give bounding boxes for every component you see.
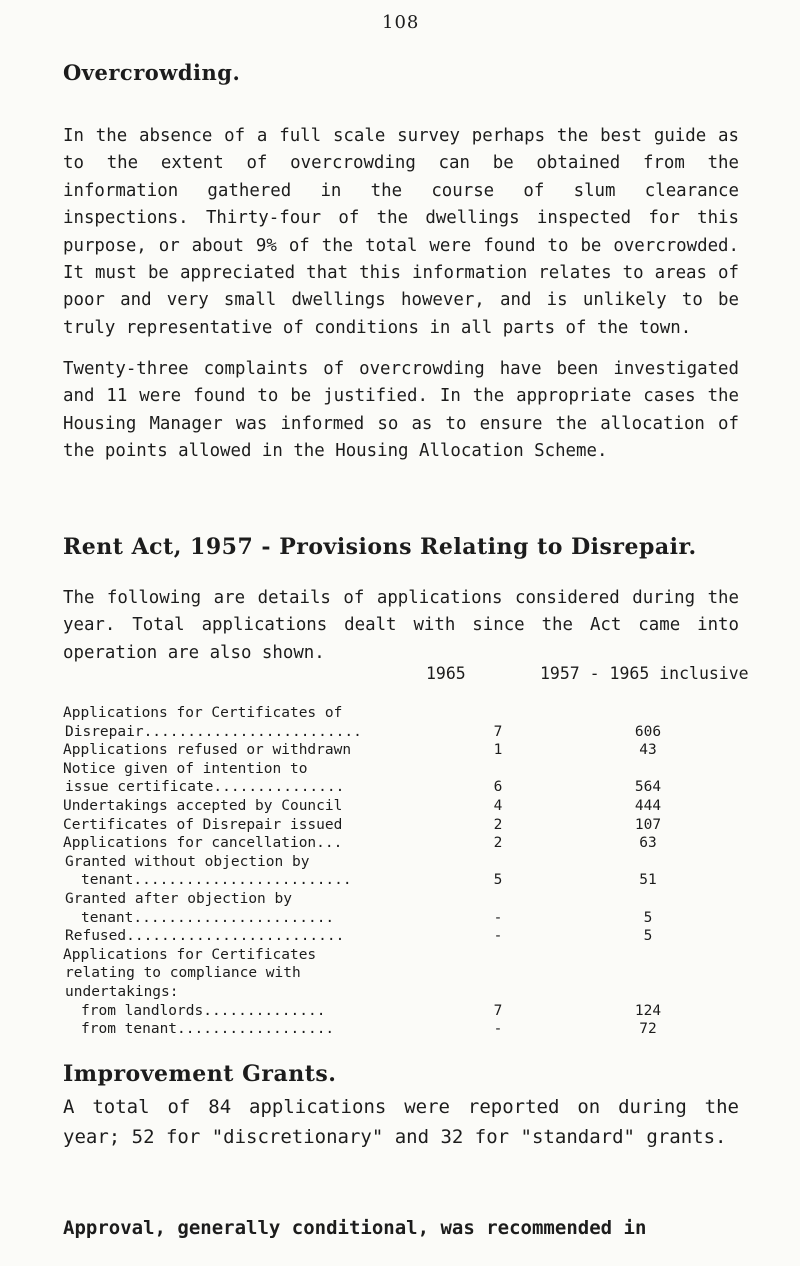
row-label: undertakings: bbox=[65, 983, 179, 1000]
row-label: issue certificate............... bbox=[65, 779, 345, 796]
heading-rent-act: Rent Act, 1957 - Provisions Relating to Disrepair. bbox=[63, 534, 697, 560]
row-label: Notice given of intention to bbox=[63, 760, 308, 777]
row-label: Certificates of Disrepair issued bbox=[63, 816, 343, 833]
value-1957-1965: 107 bbox=[634, 816, 662, 833]
table-row bbox=[63, 946, 743, 965]
value-1957-1965: 564 bbox=[634, 779, 662, 796]
paragraph-improvement-approval: Approval, generally conditional, was recommended in bbox=[63, 1217, 647, 1239]
value-1965: 6 bbox=[493, 779, 503, 796]
table-row bbox=[63, 890, 743, 909]
table-row bbox=[63, 909, 743, 928]
value-1965: 2 bbox=[493, 835, 503, 852]
value-1957-1965: 124 bbox=[634, 1002, 662, 1019]
row-label: Disrepair......................... bbox=[65, 723, 362, 740]
paragraph-overcrowding-survey: In the absence of a full scale survey perhaps the best guide as to the extent of overcrowding can be obtained from the information gathered in the course of slum clearance inspections. Thirty-four of the dwellings inspected for this purpose, or about 9% of the total were found to be overcrowded. It must be appreciated that this information relates to areas of poor and very small dwellings however, and is unlikely to be truly representative of conditions in all parts of the town. bbox=[63, 126, 739, 338]
row-label: Granted without objection by bbox=[65, 853, 310, 870]
table-row bbox=[63, 760, 743, 779]
heading-overcrowding: Overcrowding. bbox=[63, 60, 241, 85]
value-1957-1965: 43 bbox=[639, 742, 657, 759]
value-1965: 2 bbox=[493, 816, 503, 833]
table-row bbox=[63, 853, 743, 872]
value-1957-1965: 5 bbox=[643, 909, 653, 926]
row-label: Granted after objection by bbox=[65, 890, 292, 907]
table-row bbox=[63, 797, 743, 816]
disrepair-applications-table bbox=[63, 704, 743, 1039]
value-1957-1965: 63 bbox=[639, 835, 657, 852]
row-label: Refused......................... bbox=[65, 928, 345, 945]
row-label: tenant......................... bbox=[81, 872, 352, 889]
paragraph-overcrowding-complaints: Twenty-three complaints of overcrowding have been investigated and 11 were found to be justified. In the appropriate cases the Housing Manager was informed so as to ensure the allocation of the points allowed in the Housing Allocation Scheme. bbox=[63, 359, 739, 462]
table-row bbox=[63, 964, 743, 983]
value-1965: 4 bbox=[493, 797, 503, 814]
value-1957-1965: 72 bbox=[639, 1021, 657, 1038]
table-row bbox=[63, 704, 743, 723]
row-label: Applications for Certificates bbox=[63, 946, 317, 963]
value-1957-1965: 444 bbox=[634, 797, 662, 814]
column-header-1957-1965-inclusive: 1957 - 1965 inclusive bbox=[540, 664, 749, 683]
value-1957-1965: 5 bbox=[643, 928, 653, 945]
table-row bbox=[63, 927, 743, 946]
table-row bbox=[63, 816, 743, 835]
paragraph-improvement-total: A total of 84 applications were reported on during the year; 52 for "discretionary" and 32 for "standard" grants. bbox=[63, 1096, 739, 1148]
row-label: Applications for Certificates of bbox=[63, 705, 343, 721]
column-header-1965: 1965 bbox=[426, 664, 466, 683]
value-1957-1965: 51 bbox=[639, 872, 657, 889]
value-1965: 1 bbox=[493, 742, 503, 759]
value-1965: - bbox=[493, 909, 503, 926]
page-number: 108 bbox=[382, 12, 420, 33]
row-label: from landlords.............. bbox=[81, 1002, 326, 1019]
value-1965: - bbox=[493, 1021, 503, 1038]
row-label: Applications refused or withdrawn bbox=[63, 742, 352, 759]
table-row bbox=[63, 1020, 743, 1039]
table-row bbox=[63, 741, 743, 760]
table-row bbox=[63, 778, 743, 797]
table-row bbox=[63, 1002, 743, 1021]
row-label: Undertakings accepted by Council bbox=[63, 797, 343, 814]
row-label: from tenant.................. bbox=[81, 1021, 335, 1038]
value-1965: 7 bbox=[493, 1002, 503, 1019]
value-1965: - bbox=[493, 928, 503, 945]
row-label: relating to compliance with bbox=[65, 965, 301, 982]
row-label: tenant....................... bbox=[81, 909, 335, 926]
value-1965: 5 bbox=[493, 872, 503, 889]
row-label: Applications for cancellation... bbox=[63, 835, 343, 852]
value-1965: 7 bbox=[493, 723, 503, 740]
table-row bbox=[63, 723, 743, 742]
table-row bbox=[63, 834, 743, 853]
table-row bbox=[63, 983, 743, 1002]
value-1957-1965: 606 bbox=[634, 723, 662, 740]
table-row bbox=[63, 871, 743, 890]
paragraph-rent-act-intro: The following are details of applications considered during the year. Total applications dealt with since the Act came into operation are also shown. bbox=[63, 588, 739, 663]
heading-improvement-grants: Improvement Grants. bbox=[63, 1061, 337, 1087]
